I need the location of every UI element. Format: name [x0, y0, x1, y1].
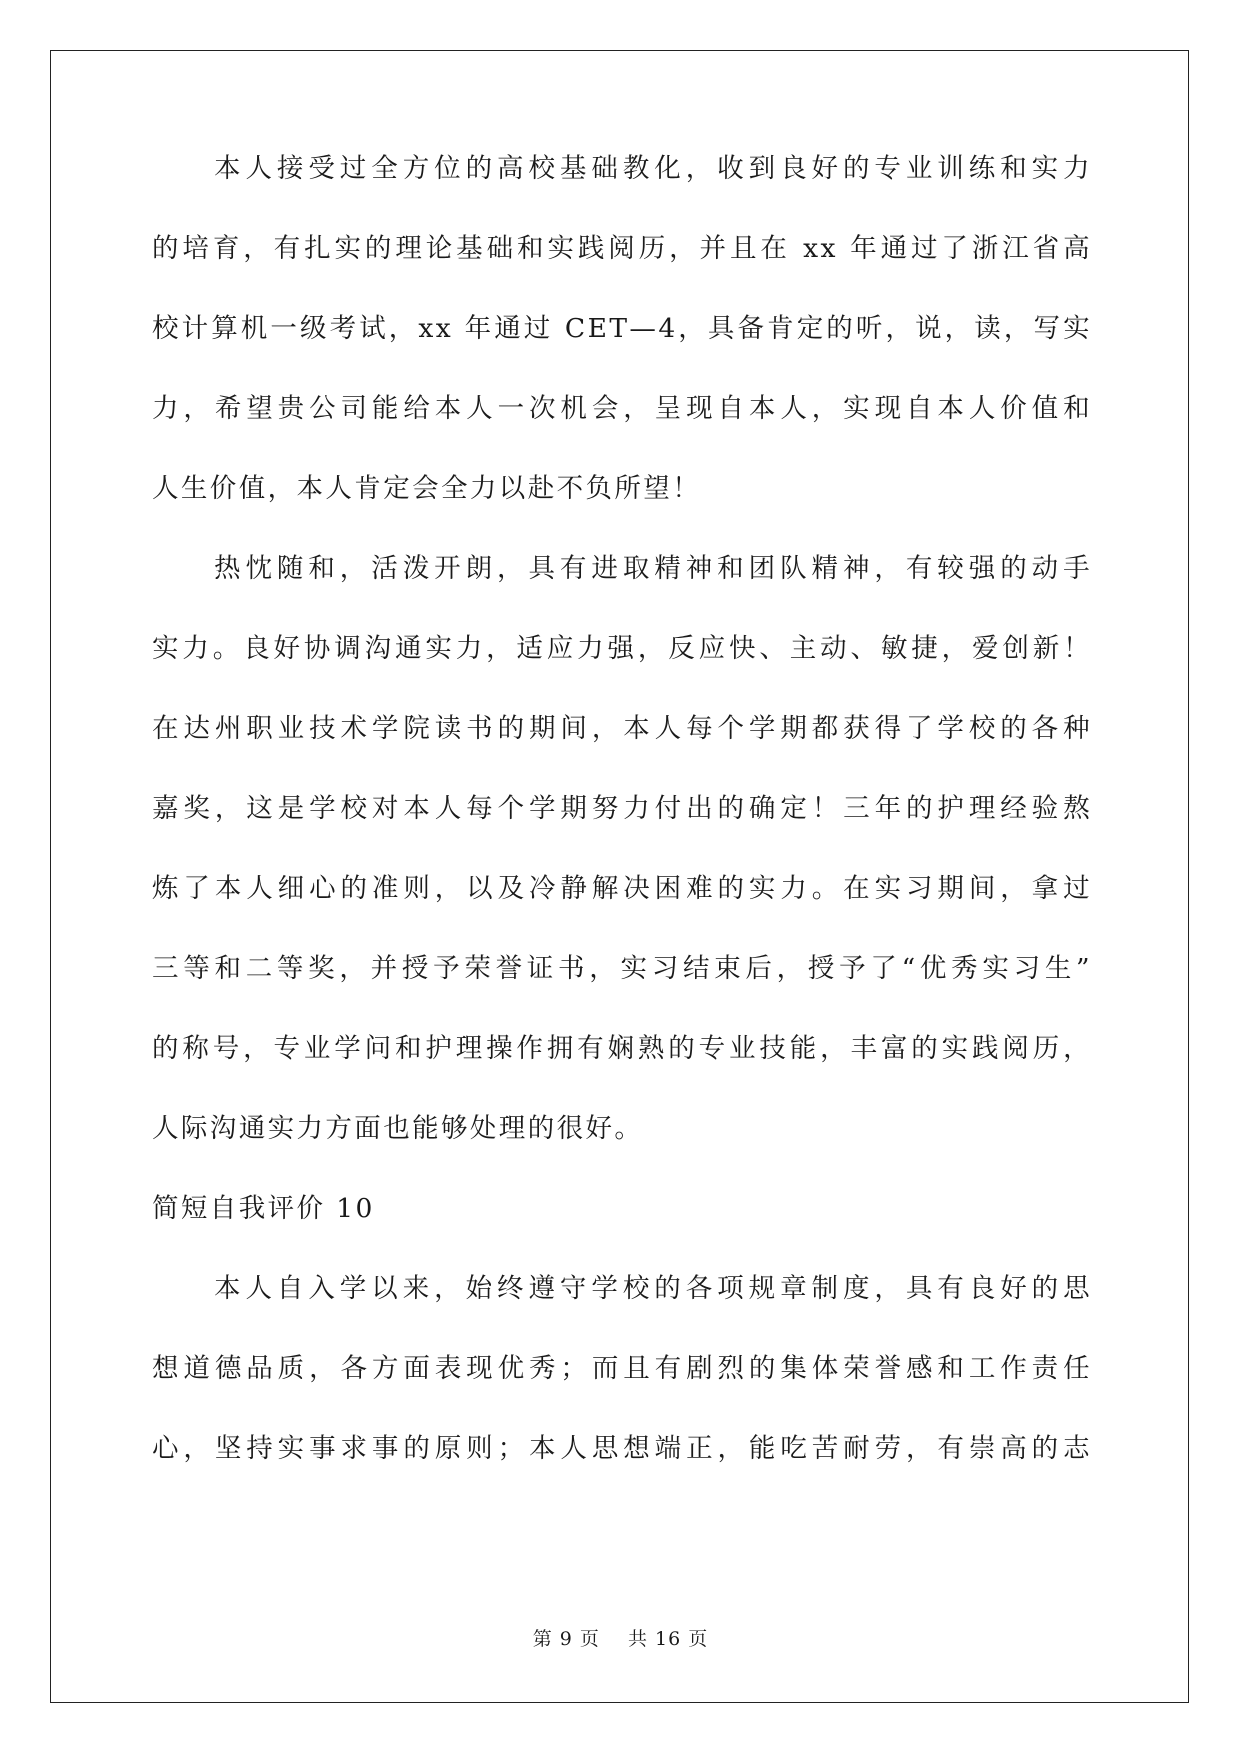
section-heading-text: 简短自我评价 10 — [152, 1193, 375, 1224]
text-line: 校计算机一级考试，xx 年通过 CET—4，具备肯定的听，说，读，写实 — [152, 313, 1092, 344]
text-line: 在达州职业技术学院读书的期间，本人每个学期都获得了学校的各种 — [152, 713, 1092, 744]
text-line: 想道德品质，各方面表现优秀；而且有剧烈的集体荣誉感和工作责任 — [152, 1353, 1092, 1384]
page-number: 第 9 页 — [532, 1628, 600, 1650]
text-line: 热忱随和，活泼开朗，具有进取精神和团队精神，有较强的动手 — [214, 553, 1092, 584]
text-line: 人际沟通实力方面也能够处理的很好。 — [152, 1113, 644, 1144]
text-line: 本人接受过全方位的高校基础教化，收到良好的专业训练和实力 — [214, 153, 1092, 184]
text-line: 心，坚持实事求事的原则；本人思想端正，能吃苦耐劳，有崇高的志 — [152, 1433, 1092, 1464]
page-footer — [0, 1627, 1241, 1651]
text-line: 人生价值，本人肯定会全力以赴不负所望！ — [152, 473, 702, 504]
text-line: 本人自入学以来，始终遵守学校的各项规章制度，具有良好的思 — [214, 1273, 1092, 1304]
text-line: 的称号，专业学问和护理操作拥有娴熟的专业技能，丰富的实践阅历， — [152, 1033, 1092, 1064]
text-line: 嘉奖，这是学校对本人每个学期努力付出的确定！三年的护理经验熬 — [152, 793, 1092, 824]
page-total: 共 16 页 — [628, 1628, 709, 1650]
text-line: 实力。良好协调沟通实力，适应力强，反应快、主动、敏捷，爱创新！ — [152, 633, 1092, 664]
text-line: 三等和二等奖，并授予荣誉证书，实习结束后，授予了“优秀实习生” — [152, 953, 1092, 984]
text-line: 力，希望贵公司能给本人一次机会，呈现自本人，实现自本人价值和 — [152, 393, 1092, 424]
text-line: 炼了本人细心的准则，以及冷静解决困难的实力。在实习期间，拿过 — [152, 873, 1092, 904]
text-line: 的培育，有扎实的理论基础和实践阅历，并且在 xx 年通过了浙江省高 — [152, 233, 1092, 264]
